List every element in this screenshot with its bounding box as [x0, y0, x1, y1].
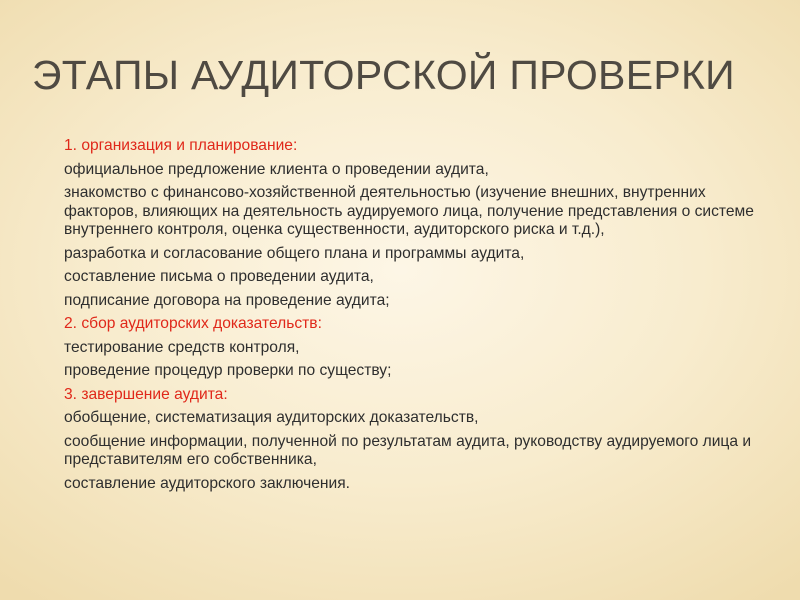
slide-title: ЭТАПЫ АУДИТОРСКОЙ ПРОВЕРКИ [32, 52, 735, 98]
bullet-item [32, 433, 772, 470]
bullet-text: проведение процедур проверки по существу; [64, 362, 392, 379]
bullet-text: тестирование средств контроля, [64, 338, 300, 356]
bullet-item [32, 161, 772, 180]
bullet-text: официальное предложение клиента о проведении аудита, [64, 160, 489, 178]
bullet-text: составление аудиторского заключения. [64, 474, 350, 492]
bullet-text: 3. завершение аудита: [64, 385, 228, 403]
bullet-text: 2. сбор аудиторских доказательств: [64, 315, 322, 332]
bullet-item [32, 409, 772, 428]
bullet-item [32, 339, 772, 358]
bullet-list [32, 137, 772, 498]
bullet-item [32, 184, 772, 240]
bullet-text: обобщение, систематизация аудиторских доказательств, [64, 409, 479, 426]
bullet-item [32, 475, 772, 494]
bullet-item [32, 268, 772, 287]
bullet-text: 1. организация и планирование: [64, 137, 298, 154]
bullet-item [32, 315, 772, 334]
bullet-text: составление письма о проведении аудита, [64, 268, 374, 285]
bullet-text: сообщение информации, полученной по результатам аудита, руководству аудируемого лица и представителям его собственника, [64, 432, 752, 468]
bullet-item [32, 292, 772, 311]
bullet-text: разработка и согласование общего плана и программы аудита, [64, 244, 525, 262]
bullet-item [32, 245, 772, 264]
bullet-item [32, 137, 772, 156]
bullet-text: подписание договора на проведение аудита; [64, 291, 390, 309]
bullet-text: знакомство с финансово-хозяйственной деятельностью (изучение внешних, внутренних факторов, влияющих на деятельность аудируемого лица, получение представления о системе внутреннего контроля, оценка существенности, аудиторского риска и т.д.), [64, 184, 754, 238]
bullet-item [32, 362, 772, 381]
bullet-item [32, 386, 772, 405]
